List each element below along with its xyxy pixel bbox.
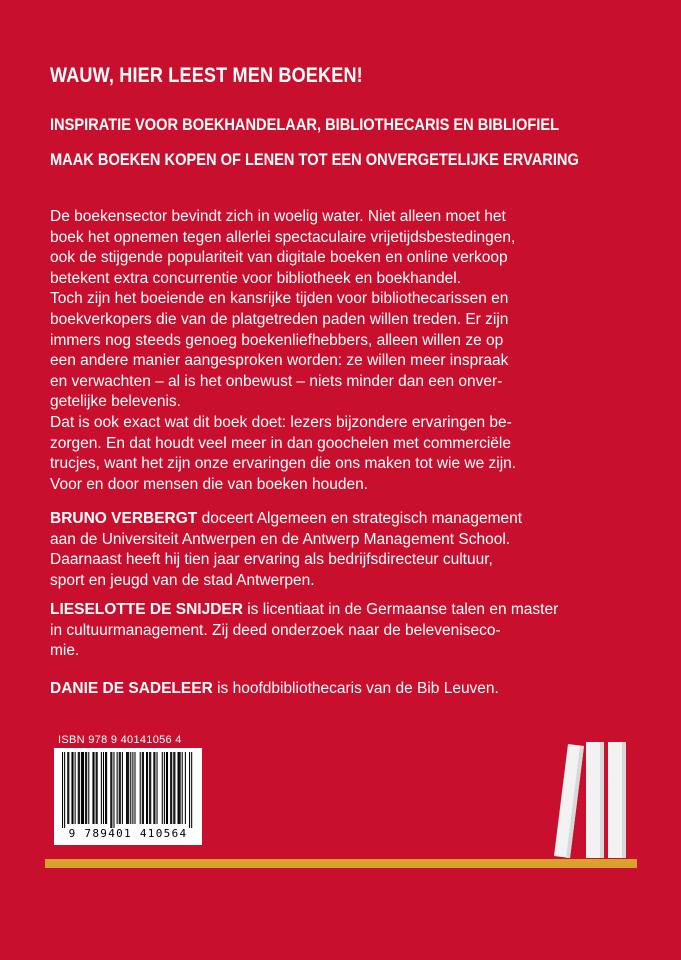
- barcode-bar: [191, 752, 192, 828]
- barcode-bar: [146, 752, 147, 824]
- barcode-bar: [88, 752, 89, 824]
- book-upright-1: [586, 742, 604, 858]
- barcode-bar: [119, 752, 120, 824]
- blurb-line: boekverkopers die van de platgetreden paden willen treden. Er zijn: [50, 310, 509, 328]
- barcode-bar: [143, 752, 144, 824]
- barcode-bar: [182, 752, 183, 824]
- barcode-bar: [86, 752, 87, 824]
- blurb-line: betekent extra concurrentie voor bibliotheek en boekhandel.: [50, 269, 462, 287]
- bio-line: mie.: [50, 642, 80, 660]
- blurb-line: boek het opnemen tegen allerlei spectaculaire vrijetijdsbestedingen,: [50, 228, 516, 246]
- barcode-bar: [140, 752, 141, 824]
- barcode-bar: [75, 752, 76, 824]
- blurb-line: immers nog steeds genoeg boekenliefhebbers, alleen willen ze op: [50, 331, 504, 349]
- barcode-bar: [71, 752, 72, 824]
- barcode-bar: [117, 752, 118, 824]
- barcode-bar: [97, 752, 98, 824]
- barcode-bar: [130, 752, 131, 824]
- barcode-bar: [128, 752, 129, 824]
- barcode-bar: [67, 752, 68, 824]
- barcode-bar: [64, 752, 65, 828]
- barcode-bar: [164, 752, 165, 824]
- barcode-bar: [178, 752, 179, 824]
- barcode-bar: [153, 752, 154, 824]
- barcode-bar: [126, 752, 127, 824]
- bookshelf: [45, 859, 637, 868]
- barcode-bar: [147, 752, 148, 824]
- author-name: LIESELOTTE DE SNIJDER: [50, 601, 243, 618]
- barcode-bars: [54, 748, 202, 828]
- barcode-bar: [154, 752, 155, 824]
- cover-subtitle-1: INSPIRATIE VOOR BOEKHANDELAAR, BIBLIOTHECARIS EN BIBLIOFIEL: [50, 115, 560, 134]
- blurb-paragraph: [50, 207, 650, 495]
- barcode-bar: [101, 752, 102, 824]
- barcode-bar: [113, 752, 114, 828]
- barcode-bar: [167, 752, 168, 824]
- barcode-bar: [111, 752, 112, 828]
- books-illustration: [540, 738, 640, 860]
- barcode-bar: [185, 752, 186, 824]
- blurb-line: Voor en door mensen die van boeken houden.: [50, 475, 368, 493]
- book-leaning: [554, 744, 584, 858]
- isbn-label: ISBN 978 9 40141056 4: [58, 734, 182, 746]
- barcode-bar: [106, 752, 107, 824]
- barcode-bar: [127, 752, 128, 824]
- blurb-line: zorgen. En dat houdt veel meer in dan goochelen met commerciële: [50, 434, 511, 452]
- barcode-bar: [150, 752, 151, 824]
- barcode-bar: [105, 752, 106, 824]
- author-name: BRUNO VERBERGT: [50, 510, 198, 527]
- bio-line: aan de Universiteit Antwerpen en de Antwerp Management School.: [50, 530, 511, 548]
- barcode-bar: [170, 752, 171, 824]
- cover-subtitle-2: MAAK BOEKEN KOPEN OF LENEN TOT EEN ONVERGETELIJKE ERVARING: [50, 150, 579, 169]
- barcode-bar: [79, 752, 80, 824]
- author-bio-danie: [50, 679, 650, 700]
- author-bio-bruno: [50, 509, 650, 591]
- bio-line: in cultuurmanagement. Zij deed onderzoek naar de beleveniseco-: [50, 621, 501, 639]
- bio-text: is licentiaat in de Germaanse talen en master: [242, 601, 559, 618]
- book-upright-2: [608, 742, 626, 858]
- barcode-bar: [132, 752, 133, 824]
- barcode-bar: [94, 752, 95, 824]
- barcode-bar: [83, 752, 84, 824]
- cover-title: WAUW, HIER LEEST MEN BOEKEN!: [50, 64, 363, 87]
- bio-text: doceert Algemeen en strategisch management: [197, 510, 523, 527]
- blurb-line: ook de stijgende populariteit van digitale boeken en online verkoop: [50, 249, 508, 267]
- barcode-bar: [73, 752, 74, 824]
- author-bio-lieselotte: [50, 600, 650, 662]
- barcode-bar: [162, 752, 163, 824]
- barcode-bar: [174, 752, 175, 824]
- barcode-bar: [149, 752, 150, 824]
- blurb-line: trucjes, want het zijn onze ervaringen die ons maken tot wie we zijn.: [50, 455, 517, 473]
- blurb-line: getelijke belevenis.: [50, 393, 181, 411]
- barcode-bar: [85, 752, 86, 824]
- barcode-bar: [166, 752, 167, 824]
- barcode-bar: [171, 752, 172, 824]
- barcode-bar: [173, 752, 174, 824]
- barcode-bar: [157, 752, 158, 824]
- barcode: [54, 748, 202, 845]
- barcode-bar: [96, 752, 97, 824]
- barcode-bar: [68, 752, 69, 824]
- barcode-bar: [134, 752, 135, 824]
- barcode-bar: [110, 752, 111, 828]
- blurb-line: Dat is ook exact wat dit boek doet: lezers bijzondere ervaringen be-: [50, 413, 512, 431]
- bio-line: Daarnaast heeft hij tien jaar ervaring als bedrijfsdirecteur cultuur,: [50, 551, 493, 569]
- barcode-bar: [103, 752, 104, 824]
- barcode-bar: [120, 752, 121, 824]
- bio-line: sport en jeugd van de stad Antwerpen.: [50, 571, 315, 589]
- blurb-line: De boekensector bevindt zich in woelig water. Niet alleen moet het: [50, 208, 506, 225]
- barcode-bar: [62, 752, 63, 828]
- barcode-bar: [179, 752, 180, 824]
- barcode-bar: [78, 752, 79, 824]
- blurb-line: Toch zijn het boeiende en kansrijke tijden voor bibliothecarissen en: [50, 290, 509, 308]
- barcode-bar: [180, 752, 181, 824]
- blurb-line: en verwachten – al is het onbewust – niets minder dan een onver-: [50, 372, 503, 390]
- barcode-bar: [92, 752, 93, 824]
- barcode-digits: 9 789401 410564: [68, 827, 188, 840]
- bio-text: is hoofdbibliothecaris van de Bib Leuven.: [212, 680, 499, 697]
- blurb-line: een andere manier aangesproken worden: ze willen meer inspraak: [50, 352, 509, 370]
- barcode-bar: [189, 752, 190, 828]
- barcode-bar: [122, 752, 123, 824]
- barcode-bar: [82, 752, 83, 824]
- author-name: DANIE DE SADELEER: [50, 680, 213, 697]
- barcode-bar: [81, 752, 82, 824]
- barcode-bar: [142, 752, 143, 824]
